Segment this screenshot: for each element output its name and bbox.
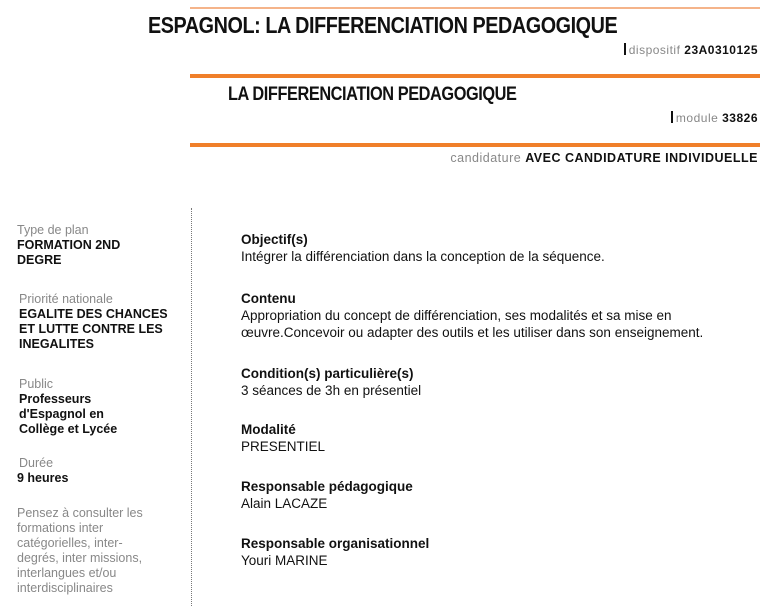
public-value: Professeurs d'Espagnol en Collège et Lycée [19,392,118,436]
section-modalite [241,421,751,455]
module-title: LA DIFFERENCIATION PEDAGOGIQUE [228,84,517,105]
module-value: 33826 [722,111,758,125]
divider [190,74,760,78]
public [19,377,179,437]
section-objectifs [241,231,751,265]
section-text: Appropriation du concept de différenciation, ses modalités et sa mise en œuvre.Concevoir ou adapter des outils et les utiliser dans son enseignement. [241,308,704,340]
section-heading: Contenu [241,291,296,306]
public-label: Public [19,377,54,391]
section-text: Intégrer la différenciation dans la conception de la séquence. [241,249,605,264]
dispositif-value: 23A0310125 [684,43,758,57]
duration-value: 9 heures [17,471,69,485]
section-text: Youri MARINE [241,553,328,568]
section-text: Alain LACAZE [241,496,328,511]
candidature-info [450,151,758,165]
section-conditions [241,365,751,399]
page-title: ESPAGNOL: LA DIFFERENCIATION PEDAGOGIQUE [148,12,618,38]
priorite-nationale [19,292,179,352]
candidature-label: candidature [450,151,522,165]
column-separator [191,208,192,606]
top-divider [190,7,760,9]
type-label: Type de plan [17,223,89,237]
section-heading: Modalité [241,422,296,437]
dispositif-info [624,43,758,57]
section-heading: Responsable pédagogique [241,479,413,494]
type-de-plan [17,223,177,268]
section-contenu [241,290,751,341]
candidature-value: AVEC CANDIDATURE INDIVIDUELLE [525,151,758,165]
section-responsable-pedagogique [241,478,751,512]
duree [19,456,179,486]
section-responsable-organisationnel [241,535,751,569]
dispositif-label: dispositif [628,43,681,57]
section-heading: Objectif(s) [241,232,308,247]
module-label: module [675,111,719,125]
section-heading: Condition(s) particulière(s) [241,366,414,381]
type-value: FORMATION 2ND DEGRE [17,238,121,267]
section-heading: Responsable organisationnel [241,536,430,551]
section-text: 3 séances de 3h en présentiel [241,383,422,398]
priority-label: Priorité nationale [19,292,113,306]
divider [190,143,760,147]
module-info [671,111,758,125]
section-text: PRESENTIEL [241,439,326,454]
duration-label: Durée [19,456,54,470]
priority-value: EGALITE DES CHANCES ET LUTTE CONTRE LES INEGALITES [19,307,168,351]
sidebar-note: Pensez à consulter les formations inter catégorielles, inter-degrés, inter missions, interlangues et/ou interdisciplinaires [17,506,143,595]
